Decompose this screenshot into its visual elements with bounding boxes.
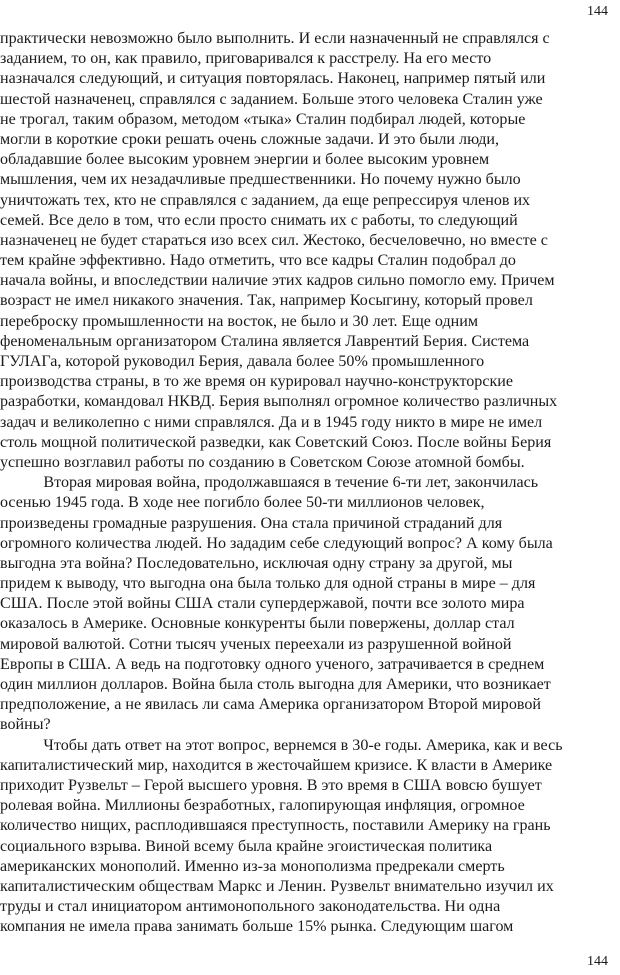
text-line: американских монополий. Именно из-за монополизма предрекали смерть [0, 855, 505, 875]
text-line: назначался следующий, и ситуация повторялась. Наконец, например пятый или [0, 68, 546, 88]
text-line: труды и стал инициатором антимонопольного законодательства. Ни одна [0, 896, 501, 916]
text-line: не трогал, таким образом, методом «тыка» Сталин подбирал людей, которые [0, 108, 526, 128]
paragraph-first-line: Чтобы дать ответ на этот вопрос, вернемся в 30-е годы. Америка, как и весь [43, 734, 563, 754]
text-line: успешно возглавил работы по созданию в Советском Союзе атомной бомбы. [0, 451, 525, 471]
text-line: столь мощной политической разведки, как Советский Союз. После войны Берия [0, 431, 552, 451]
text-line: разработки, командовал НКВД. Берия выполнял огромное количество различных [0, 391, 558, 411]
text-line: начала войны, и впоследствии наличие этих кадров сильно помогло ему. Причем [0, 270, 555, 290]
body-text [0, 28, 620, 936]
text-line: войны? [0, 714, 51, 734]
text-line: производства страны, в то же время он курировал научно-конструкторские [0, 371, 514, 391]
text-line: капиталистическим обществам Маркс и Ленин. Рузвельт внимательно изучил их [0, 875, 554, 895]
text-line: компания не имела права занимать больше 15% рынка. Следующим шагом [0, 916, 514, 936]
text-line: возраст не имел никакого значения. Так, например Косыгину, который провел [0, 290, 533, 310]
text-line: могли в короткие сроки решать очень сложные задачи. И это были люди, [0, 128, 500, 148]
text-line: предположение, а не явилась ли сама Америка организатором Второй мировой [0, 694, 541, 714]
text-line: мировой валютой. Сотни тысяч ученых переехали из разрушенной войной [0, 633, 512, 653]
text-line: феноменальным организатором Сталина является Лаврентий Берия. Система [0, 330, 530, 350]
text-line: придем к выводу, что выгодна она была только для одной страны в мире – для [0, 573, 536, 593]
text-line: задач и великолепно с ними справлялся. Да и в 1945 году никто в мире не имел [0, 411, 543, 431]
text-line: ГУЛАГа, которой руководил Берия, давала более 50% промышленного [0, 351, 485, 370]
text-line: осенью 1945 года. В ходе нее погибло более 50-ти миллионов человек, [0, 492, 485, 512]
text-line: тем крайне эффективно. Надо отметить, что все кадры Сталин подобрал до [0, 250, 516, 270]
text-line: капиталистический мир, находится в жесточайшем кризисе. К власти в Америке [0, 754, 553, 774]
text-line: США. После этой войны США стали супердержавой, почти все золото мира [0, 593, 525, 613]
text-line: количество нищих, расплодившаяся преступность, поставили Америку на грань [0, 815, 551, 835]
text-line: уничтожать тех, кто не справлялся с заданием, да еще репрессируя членов их [0, 189, 531, 209]
text-line: переброску промышленности на восток, не было и 30 лет. Еще одним [0, 310, 479, 330]
page-number-top: 144 [587, 4, 608, 19]
text-line: обладавшие более высоким уровнем энергии и более высоким уровнем [0, 149, 490, 169]
text-line: социального взрыва. Виной всему была крайне эгоистическая политика [0, 835, 493, 855]
page-number-bottom: 144 [587, 954, 608, 969]
text-line: мышления, чем их незадачливые предшественники. Но почему нужно было [0, 169, 521, 189]
text-line: произведены громадные разрушения. Она стала причиной страданий для [0, 512, 503, 532]
text-line: назначенец не будет стараться изо всех сил. Жестоко, бесчеловечно, но вместе с [0, 229, 548, 249]
text-line: шестой назначенец, справлялся с заданием. Больше этого человека Сталин уже [0, 88, 543, 108]
text-line: выгодна эта война? Последовательно, исключая одну страну за другой, мы [0, 552, 513, 572]
text-line: приходит Рузвельт – Герой высшего уровня. В это время в США вовсю бушует [0, 774, 542, 794]
text-line: один миллион долларов. Война была столь выгодна для Америки, что возникает [0, 674, 551, 693]
text-line: семей. Все дело в том, что если просто снимать их с работы, то следующий [0, 209, 518, 229]
text-line: огромного количества людей. Но зададим себе следующий вопрос? А кому была [0, 532, 553, 552]
text-line: практически невозможно было выполнить. И если назначенный не справлялся с [0, 28, 550, 47]
text-line: оказалось в Америке. Основные конкуренты были повержены, доллар стал [0, 613, 515, 633]
text-line: Европы в США. А ведь на подготовку одного ученого, затрачивается в среднем [0, 653, 545, 673]
text-line: ролевая война. Миллионы безработных, галопирующая инфляция, огромное [0, 795, 525, 815]
text-line: заданием, то он, как правило, приговаривался к расстрелу. На его место [0, 48, 492, 68]
paragraph-first-line: Вторая мировая война, продолжавшаяся в течение 6-ти лет, закончилась [43, 472, 539, 492]
